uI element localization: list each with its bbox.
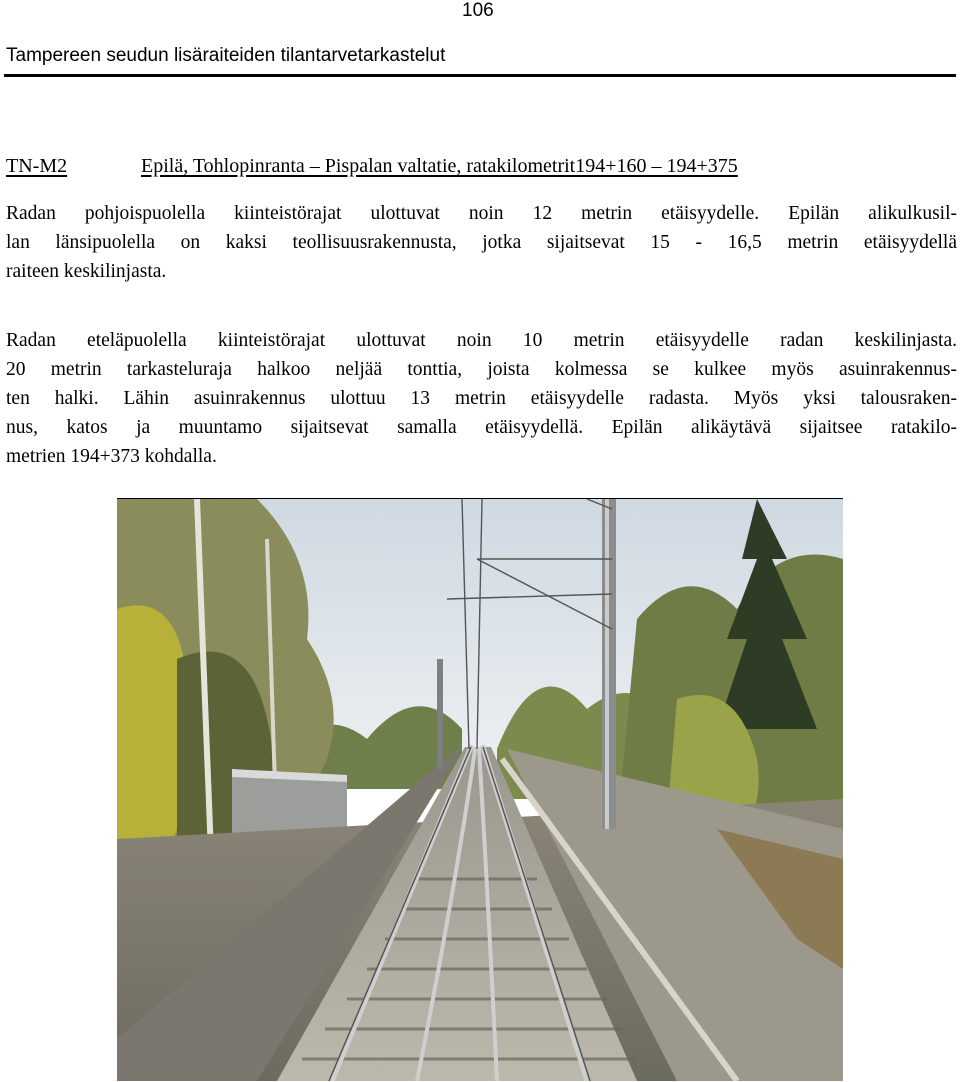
paragraph-line: ten halki. Lähin asuinrakennus ulottuu 13 metrin etäisyydelle radasta. Myös yksi talousraken- — [6, 388, 957, 409]
paragraph-line: Radan pohjoispuolella kiinteistörajat ulottuvat noin 12 metrin etäisyydelle. Epilän alikulkusil- — [6, 203, 957, 224]
railway-photo — [117, 498, 843, 1081]
page-number: 106 — [462, 0, 494, 21]
running-header: Tampereen seudun lisäraiteiden tilantarvetarkastelut — [6, 45, 446, 66]
header-rule — [4, 74, 956, 77]
section-code: TN-M2 — [6, 155, 68, 177]
paragraph-north-side — [6, 199, 957, 286]
paragraph-line: lan länsipuolella on kaksi teollisuusrakennusta, jotka sijaitsevat 15 - 16,5 metrin etäisyydellä — [6, 232, 957, 253]
section-title: Epilä, Tohlopinranta – Pispalan valtatie, ratakilometrit194+160 – 194+375 — [141, 155, 738, 177]
paragraph-line: Radan eteläpuolella kiinteistörajat ulottuvat noin 10 metrin etäisyydelle radan keskilinjasta. — [6, 330, 957, 351]
paragraph-line: 20 metrin tarkasteluraja halkoo neljää tonttia, joista kolmessa se kulkee myös asuinrakennus- — [6, 359, 957, 380]
paragraph-line: metrien 194+373 kohdalla. — [6, 446, 217, 467]
catenary-mast — [437, 659, 443, 769]
paragraph-line: raiteen keskilinjasta. — [6, 261, 167, 282]
paragraph-south-side — [6, 326, 957, 471]
paragraph-line: nus, katos ja muuntamo sijaitsevat samalla etäisyydellä. Epilän alikäytävä sijaitsee ratakilo- — [6, 417, 957, 438]
